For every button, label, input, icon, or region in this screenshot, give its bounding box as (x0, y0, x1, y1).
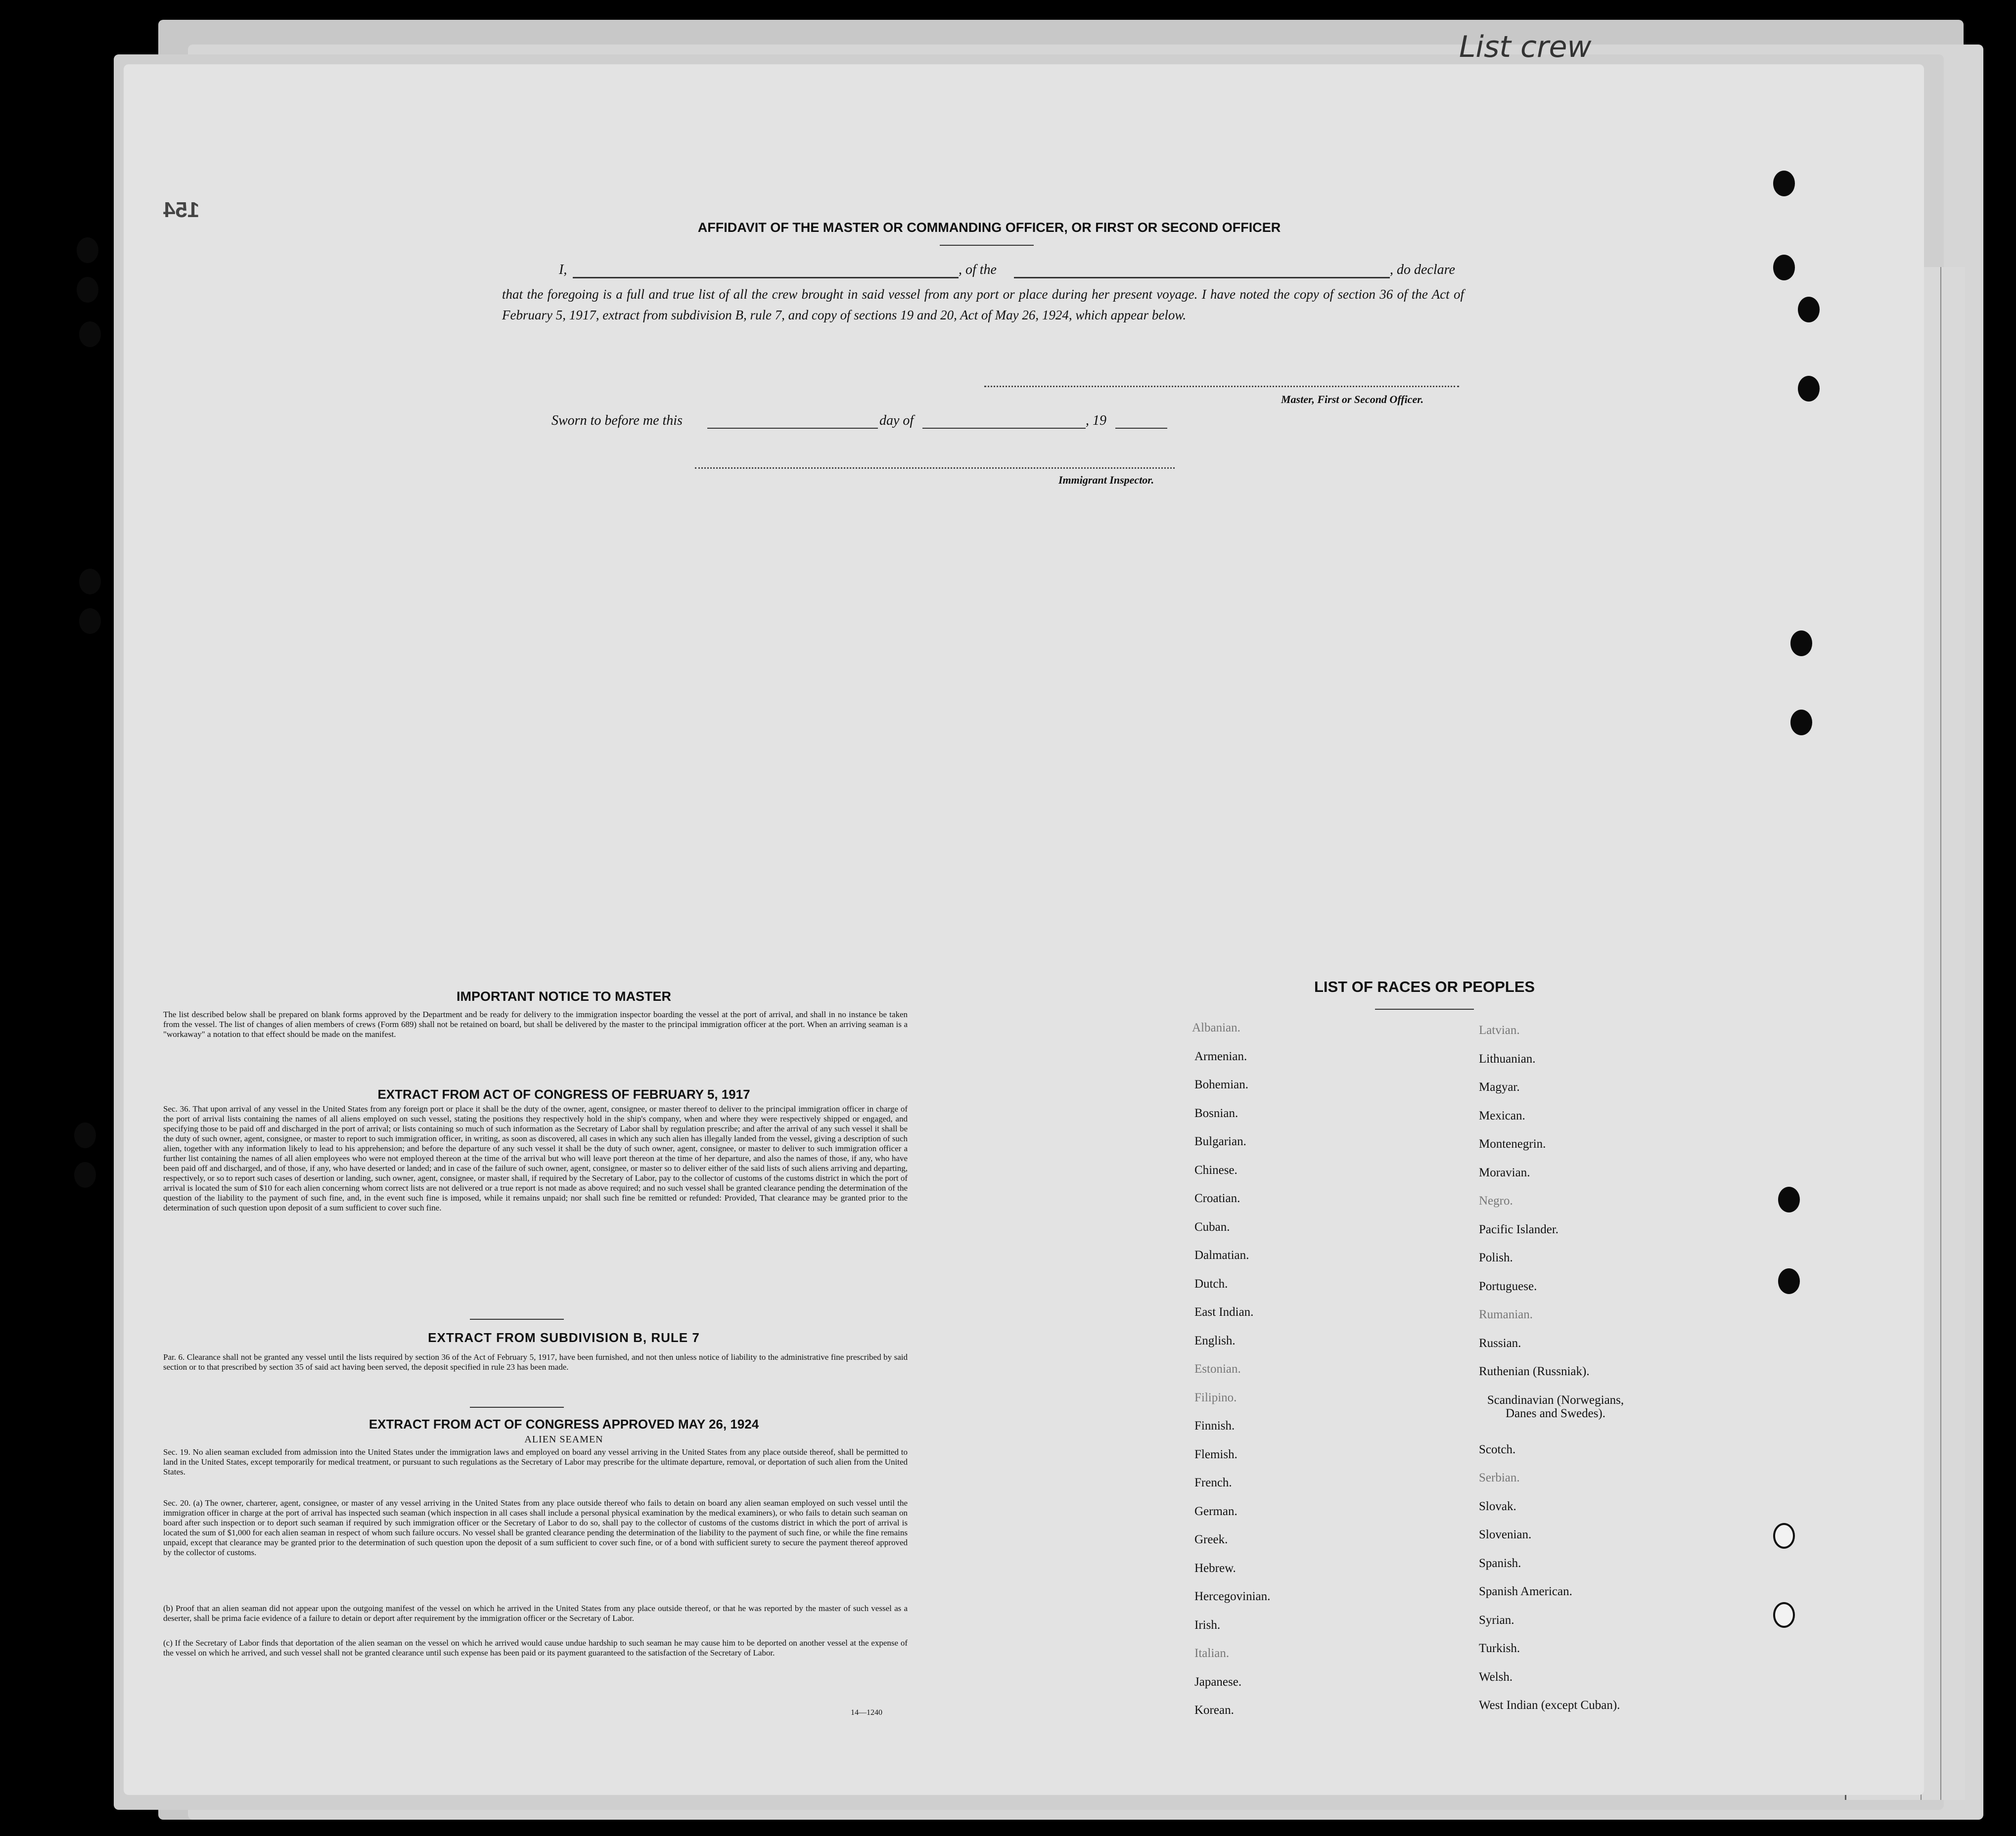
race-item: Portuguese. (1479, 1279, 1537, 1293)
affidavit-body: that the foregoing is a full and true list of all the crew brought in said vessel from any port or place during her present voyage. I have noted the copy of section 36 of the Act of February 5, 1917, extract from subdivision B, rule 7, and copy of sections 19 and 20, Act of May 26, 1924, which appear below. (502, 287, 1464, 322)
race-item: Bulgarian. (1194, 1135, 1246, 1148)
extract3-sec20b: (b) Proof that an alien seaman did not appear upon the outgoing manifest of the vessel on which he arrived in the United States from any place outside thereof, or that he was reported by the master of such vessel as a deserter, shall be prima facie evidence of a failure to detain or deport after requirement by the immigration officer or the Secretary of Labor. (163, 1604, 908, 1623)
race-item: East Indian. (1194, 1305, 1254, 1319)
race-item: Welsh. (1479, 1670, 1513, 1684)
binder-hole (1773, 255, 1795, 280)
top-handwriting: List crew (1459, 30, 1592, 64)
strip-rule (1940, 267, 1941, 1800)
inspector-signature-label: Immigrant Inspector. (1058, 474, 1154, 486)
binder-hole (77, 237, 98, 263)
sworn-year: , 19 (1086, 413, 1106, 428)
left-page-number: 154 (163, 198, 200, 222)
binder-hole (1798, 376, 1820, 402)
races-title: LIST OF RACES OR PEOPLES (1314, 978, 1535, 995)
binder-hole (1778, 1268, 1800, 1294)
race-item: Bohemian. (1194, 1078, 1249, 1091)
sworn-day-blank[interactable] (707, 428, 878, 429)
extract2-body: Par. 6. Clearance shall not be granted any vessel until the lists required by section 36 of the Act of February 5, 1917, have been furnished, and not then unless notice of liability to the administrative fine prescribed by said section or to that prescribed by section 35 of said act having been served, the deposit specified in rule 23 has been made. (163, 1352, 908, 1372)
race-item: Hebrew. (1194, 1561, 1236, 1575)
race-item: Dalmatian. (1194, 1249, 1249, 1262)
race-item: Dutch. (1194, 1277, 1228, 1291)
race-item: Cuban. (1194, 1220, 1230, 1234)
races-rule (1375, 1009, 1474, 1010)
race-item: Moravian. (1479, 1165, 1530, 1179)
extract-divider (470, 1407, 564, 1408)
race-item: Finnish. (1194, 1419, 1235, 1433)
race-item: Spanish American. (1479, 1585, 1572, 1598)
binder-hole (1798, 297, 1820, 322)
race-item: Korean. (1194, 1703, 1234, 1717)
affidavit-title: AFFIDAVIT OF THE MASTER OR COMMANDING OFFICER, OR FIRST OR SECOND OFFICER (697, 220, 1281, 235)
declare-of-the: , of the (959, 262, 997, 277)
declare-suffix: , do declare (1390, 262, 1455, 277)
extract3-sec19: Sec. 19. No alien seaman excluded from admission into the United States under the immigration laws and employed on board any vessel arriving in the United States from any place outside thereof, shall be permitted to land in the United States, except temporarily for medical treatment, or pursuant to such regulations as the Secretary of Labor may prescribe for the ultimate departure, removal, or deportation of such alien from the United States. (163, 1447, 908, 1477)
race-item: Negro. (1479, 1194, 1513, 1208)
notice-body: The list described below shall be prepared on blank forms approved by the Department and be ready for delivery to the immigration inspector boarding the vessel at the port of arrival, and shall in no instance be taken from the vessel. The list of changes of alien members of crews (Form 689) shall not be retained on board, but shall be delivered by the master to the principal immigration officer at the port. When an arriving seaman is a "workaway" a notation to that effect should be made on the manifest. (163, 1010, 908, 1039)
extract3-sec20c: (c) If the Secretary of Labor finds that deportation of the alien seaman on the vessel on which he arrived would cause undue hardship to such seaman he may cause him to be deported on another vessel at the expense of the vessel on which he arrived, and such vessel shall not be granted clearance until such expense has been paid or its payment guaranteed to the satisfaction of the Secretary of Labor. (163, 1638, 908, 1657)
race-item: Chinese. (1194, 1163, 1237, 1177)
name-blank[interactable] (573, 277, 959, 278)
extract2-title: EXTRACT FROM SUBDIVISION B, RULE 7 (428, 1330, 700, 1345)
extract1-body: Sec. 36. That upon arrival of any vessel in the United States from any foreign port or place it shall be the duty of the owner, agent, consignee, or master thereof to deliver to the principal immigration officer in charge of the port of arrival lists containing the names of all aliens employed on such vessel, stating the positions they respectively hold in the ship's company, when and where they were respectively shipped or engaged, and specifying those to be paid off and discharged in the port of arrival; or lists containing so much of such information as the Secretary of Labor shall by regulation prescribe; and after the arrival of any such vessel it shall be the duty of such owner, agent, consignee, or master to report to such immigration officer, in writing, as soon as discovered, all cases in which any such alien has illegally landed from the vessel, giving a description of such alien, together with any information likely to lead to his apprehension; and before the departure of any such vessel it shall be the duty of such owner, agent, consignee, or master to deliver to such immigration officer a further list containing the names of all alien employees who were not employed thereon at the time of the arrival but who will leave port thereon at the time of her departure, and also the names of those, if any, who have been paid off and discharged, and of those, if any, who have deserted or landed; and in case of the failure of such owner, agent, consignee, or master so to deliver either of the said lists of such aliens arriving and departing, respectively, or so to report such cases of desertion or landing, such owner, agent, consignee, or master shall, if required by the Secretary of Labor, pay to the collector of customs of the customs district in which the port of arrival is located the sum of $10 for each alien concerning whom correct lists are not delivered or a true report is not made as above required; and no such vessel shall be granted clearance pending the determination of the question of the liability to the payment of such fine, and, in the event such fine is imposed, while it remains unpaid; nor shall such fine be remitted or refunded: Provided, That clearance may be granted prior to the determination of such question upon deposit of a sum sufficient to cover such fine. (163, 1104, 908, 1212)
binder-hole-reinforced (1773, 1523, 1795, 1549)
sworn-month-blank[interactable] (922, 428, 1086, 429)
binder-hole (79, 321, 101, 347)
binder-hole (1790, 630, 1812, 656)
sworn-prefix: Sworn to before me this (551, 413, 683, 428)
notice-title: IMPORTANT NOTICE TO MASTER (457, 989, 671, 1004)
race-item: Magyar. (1479, 1080, 1520, 1094)
declare-i: I, (559, 262, 567, 277)
binder-hole (1773, 171, 1795, 196)
binder-hole (79, 608, 101, 634)
race-item: Lithuanian. (1479, 1052, 1536, 1066)
race-item: Syrian. (1479, 1613, 1514, 1627)
extract3-sec20a: Sec. 20. (a) The owner, charterer, agent, consignee, or master of any vessel arriving in the United States from any place outside thereof who fails to detain on board any alien seaman employed on such vessel until the immigration officer in charge at the port of arrival has inspected such seaman (which inspection in all cases shall include a personal physical examination by the medical examiners), or who fails to detain such seaman on board after such inspection or to deport such seaman if required by such immigration officer or the Secretary of Labor to do so, shall pay to the collector of customs of the customs district in which the port of arrival is located the sum of $1,000 for each alien seaman in respect of whom such failure occurs. No vessel shall be granted clearance pending the determination of the liability to the payment of such fine, or while the fine remains unpaid, except that clearance may be granted prior to the determination of such question upon the deposit of a sum sufficient to cover such fine, or of a bond with sufficient surety to secure the payment thereof approved by the collector of customs. (163, 1498, 908, 1557)
binder-hole (1790, 710, 1812, 735)
race-item: Scandinavian (Norwegians, Danes and Swedes). (1487, 1393, 1624, 1420)
race-item: Ruthenian (Russniak). (1479, 1365, 1590, 1378)
binder-hole (74, 1162, 96, 1188)
race-item: Irish. (1194, 1618, 1221, 1632)
race-item: Estonian. (1194, 1362, 1241, 1376)
binder-hole (74, 1122, 96, 1148)
master-signature-line[interactable] (984, 386, 1459, 387)
extract-divider (470, 1319, 564, 1320)
race-item: Pacific Islander. (1479, 1222, 1559, 1236)
race-item: Serbian. (1479, 1471, 1520, 1484)
race-item: German. (1194, 1504, 1237, 1518)
race-item: Turkish. (1479, 1642, 1520, 1655)
race-item: Greek. (1194, 1533, 1228, 1546)
extract1-title: EXTRACT FROM ACT OF CONGRESS OF FEBRUARY 5, 1917 (377, 1087, 750, 1102)
vessel-blank[interactable] (1014, 277, 1390, 278)
race-item: Slovak. (1479, 1499, 1516, 1513)
extract3-subtitle: ALIEN SEAMEN (524, 1434, 603, 1445)
binder-hole (77, 277, 98, 303)
race-item: Italian. (1194, 1647, 1230, 1660)
inspector-signature-line[interactable] (695, 467, 1175, 469)
race-item: Latvian. (1479, 1024, 1520, 1037)
race-item: Scotch. (1479, 1442, 1516, 1456)
race-item: Flemish. (1194, 1447, 1237, 1461)
binder-hole-reinforced (1773, 1602, 1795, 1628)
race-item: Filipino. (1194, 1390, 1237, 1404)
form-number: 14—1240 (851, 1708, 882, 1717)
binder-hole (79, 569, 101, 594)
race-item: Croatian. (1194, 1192, 1240, 1205)
title-rule (940, 245, 1034, 246)
extract3-title: EXTRACT FROM ACT OF CONGRESS APPROVED MAY 26, 1924 (368, 1417, 759, 1432)
sworn-year-blank[interactable] (1115, 428, 1167, 429)
race-item: Russian. (1479, 1336, 1521, 1350)
race-item: Hercegovinian. (1194, 1590, 1271, 1603)
race-item: Albanian. (1192, 1021, 1240, 1034)
race-item: Montenegrin. (1479, 1137, 1546, 1151)
race-item: West Indian (except Cuban). (1479, 1699, 1620, 1712)
master-signature-label: Master, First or Second Officer. (1281, 393, 1424, 405)
race-item: Slovenian. (1479, 1528, 1532, 1541)
race-item: French. (1194, 1476, 1232, 1489)
race-item: Mexican. (1479, 1109, 1525, 1122)
race-item: Rumanian. (1479, 1308, 1533, 1321)
race-item: Japanese. (1194, 1675, 1242, 1689)
race-item: Polish. (1479, 1251, 1513, 1264)
race-item: English. (1194, 1334, 1236, 1347)
race-item: Armenian. (1194, 1049, 1247, 1063)
race-item: Bosnian. (1194, 1106, 1238, 1120)
binder-hole (1778, 1187, 1800, 1212)
sworn-day-of: day of (879, 413, 914, 428)
race-item: Spanish. (1479, 1556, 1521, 1570)
